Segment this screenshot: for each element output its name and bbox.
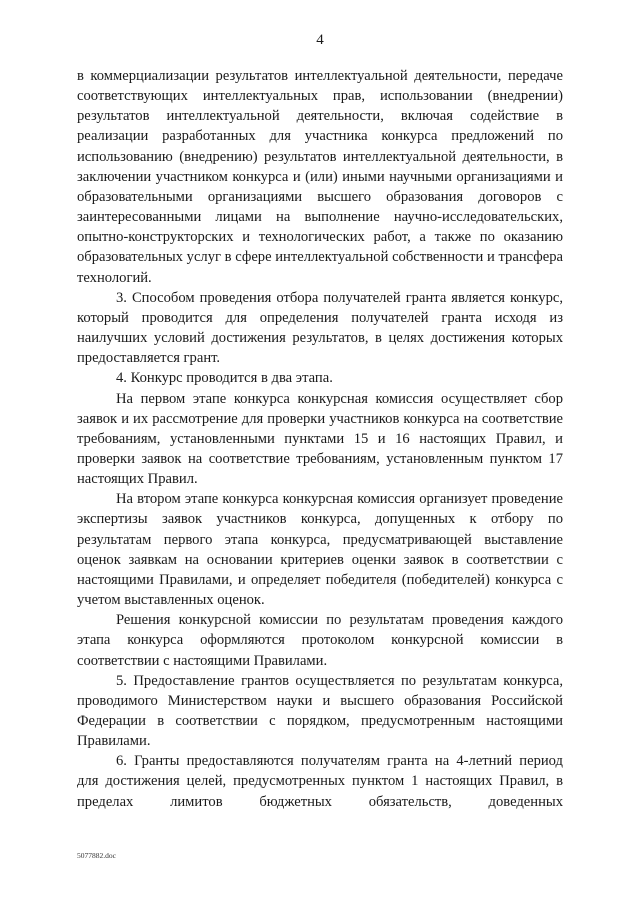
paragraph-second-stage: На втором этапе конкурса конкурсная комиссия организует проведение экспертизы заявок участников конкурса, допущенных к отбору по результатам первого этапа конкурса, предусматривающей выставление оценок заявкам на основании критериев оценки заявок в соответствии с настоящими Правилами, и определяет победителя (победителей) конкурса с учетом выставленных оценок. xyxy=(77,491,563,609)
page-number: 4 xyxy=(316,32,324,48)
paragraph-6: 6. Гранты предоставляются получателям гранта на 4-летний период для достижения целей, предусмотренных пунктом 1 настоящих Правил, в пределах лимитов бюджетных обязательств, доведенных xyxy=(77,753,563,810)
paragraph-continuation: в коммерциализации результатов интеллектуальной деятельности, передаче соответствующих интеллектуальных прав, использовании (внедрении) результатов интеллектуальной деятельности, включая содействие в реализации разработанных для участника конкурса предложений по использованию (внедрению) результатов интеллектуальной деятельности, в заключении участником конкурса и (или) иными научными организациями и образовательными организациями высшего образования договоров с заинтересованными лицами на выполнение научно-исследовательских, опытно-конструкторских и технологических работ, а также по оказанию образовательных услуг в сфере интеллектуальной собственности и трансфера технологий. xyxy=(77,68,563,286)
document-body xyxy=(77,66,563,812)
paragraph-5: 5. Предоставление грантов осуществляется по результатам конкурса, проводимого Министерством науки и высшего образования Российской Федерации в соответствии с порядком, предусмотренным настоящими Правилами. xyxy=(77,672,563,750)
paragraph-3: 3. Способом проведения отбора получателей гранта является конкурс, который проводится для определения получателей гранта исходя из наилучших условий достижения результатов, в целях достижения которых предоставляется грант. xyxy=(77,289,563,367)
paragraph-first-stage: На первом этапе конкурса конкурсная комиссия осуществляет сбор заявок и их рассмотрение для проверки участников конкурса на соответствие требованиям, установленными пунктами 15 и 16 настоящих Правил, и проверки заявок на соответствие требованиям, установленным пунктом 17 настоящих Правил. xyxy=(77,390,563,488)
footer-document-code: 5077882.doc xyxy=(77,851,116,860)
paragraph-4: 4. Конкурс проводится в два этапа. xyxy=(116,370,333,387)
paragraph-decisions: Решения конкурсной комиссии по результатам проведения каждого этапа конкурса оформляются протоколом конкурсной комиссии в соответствии с настоящими Правилами. xyxy=(77,612,563,669)
